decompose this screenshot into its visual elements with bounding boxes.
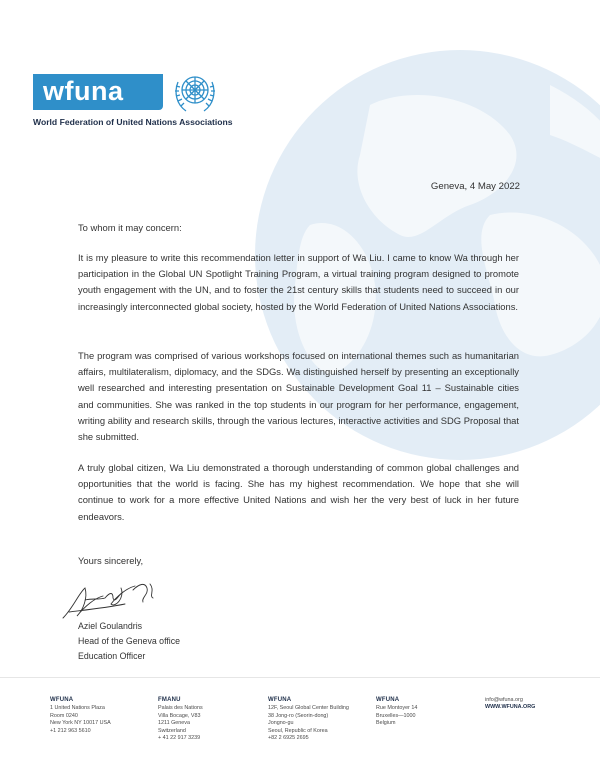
signer-role: Education Officer [78,651,146,661]
paragraph-3: A truly global citizen, Wa Liu demonstrated a thorough understanding of common global challenges and opportunities that the world is facing. She has my highest recommendation. We hope that she will continue to work for a more effective United Nations and wish her the very best of luck in her future endeavors. [78,462,519,522]
footer-line: Villa Bocage, V83 [158,712,201,719]
footer-heading: WFUNA [376,697,400,703]
footer-line: +1 212 963 5610 [50,727,91,734]
signer-block [78,619,180,664]
letter-date: Geneva, 4 May 2022 [430,181,520,192]
footer-line: Room 0240 [50,712,78,719]
footer-line: Jongno-gu [268,720,294,727]
un-emblem-icon [168,64,222,118]
footer-email: info@wfuna.org [485,697,523,703]
footer-contact [485,697,535,712]
footer-line: Palais des Nations [158,705,203,712]
footer-line: New York NY 10017 USA [50,720,111,727]
closing: Yours sincerely, [78,555,144,566]
footer-line: 1211 Geneva [158,720,190,727]
footer-divider [0,677,600,678]
signer-title: Head of the Geneva office [78,636,181,646]
footer-address-seoul [268,697,349,742]
footer-line: + 41 22 917 3239 [158,735,201,742]
footer-line: Rue Montoyer 14 [376,705,418,712]
footer-heading: WFUNA [268,697,292,703]
salutation: To whom it may concern: [78,222,182,233]
footer-heading: FMANU [158,697,181,703]
footer-website: WWW.WFUNA.ORG [485,704,536,711]
org-name: World Federation of United Nations Associations [33,117,233,127]
footer-line: Belgium [376,720,396,727]
footer-line: 38 Jong-ro (Seorin-dong) [268,712,329,719]
paragraph-1: It is my pleasure to write this recommendation letter in support of Wa Liu. I came to know Wa through her participation in the Global UN Spotlight Training Program, a virtual training program designed to promote youth engagement with the UN, and to foster the 21st century skills that students need to succeed in our increasingly interconnected global society, hosted by the World Federation of United Nations Associations. [78,252,519,312]
footer-address-geneva [158,697,203,742]
footer-line: Seoul, Republic of Korea [268,727,328,734]
signer-name: Aziel Goulandris [78,621,143,631]
footer-line: Bruxelles—1000 [376,712,416,719]
logo-wordmark: wfuna [43,76,124,106]
footer-line: +82 2 6925 2695 [268,735,309,742]
footer-line: 12F, Seoul Global Center Building [268,705,349,712]
footer-line: Switzerland [158,727,186,734]
footer-heading: WFUNA [50,697,74,703]
paragraph-2: The program was comprised of various workshops focused on international themes such as humanitarian affairs, multilateralism, diplomacy, and the SDGs. Wa distinguished herself by presenting an exceptionally well researched and interesting presentation on Sustainable Development Goal 11 – Sustainable cities and communities. She was ranked in the top students in our program for her performance, engagement, writing ability and research skills, through the various lectures, interactive activities and SDG Proposal that she submitted. [78,350,519,443]
footer-line: 1 United Nations Plaza [50,705,105,712]
footer-address-brussels [376,697,417,728]
footer-address-newyork [50,697,111,735]
